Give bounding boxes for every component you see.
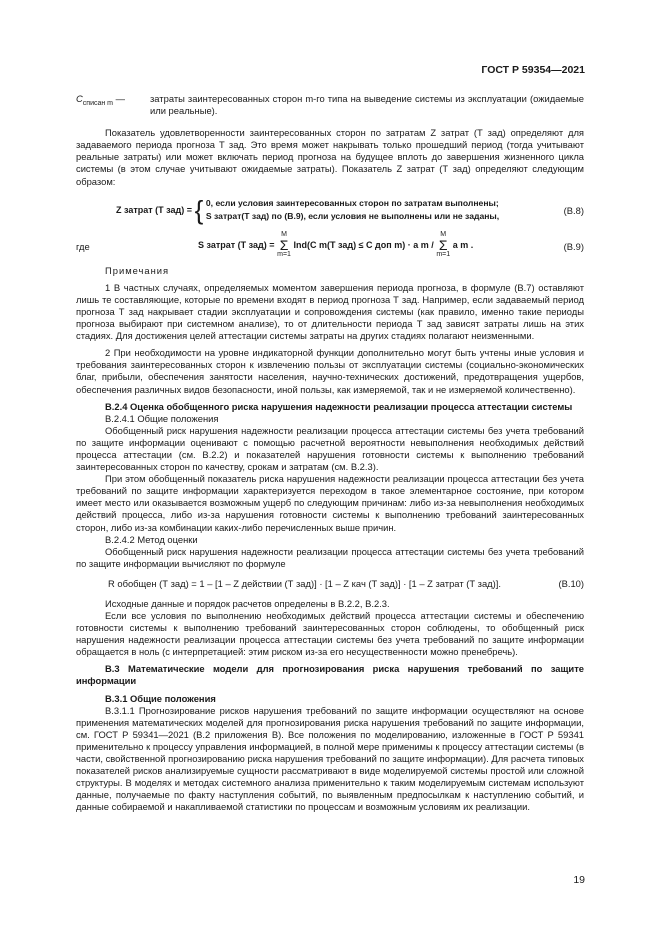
paragraph-b242: Обобщенный риск нарушения надежности реализации процесса аттестации системы без учета требований по защите информации вычисляют по формуле [76,545,584,569]
paragraph-b241-1: Обобщенный риск нарушения надежности реализации процесса аттестации системы без учета требований по защите информации оценивают с помощью расчетной вероятности невыполнения необходимых действий процесса аттестации (см. В.2.2) и показателей нарушения готовности системы к выполнению требований заинтересованных сторон по качеству, срокам и затратам (см. В.2.3). [76,424,584,473]
paragraph-b241-2: При этом обобщенный показатель риска нарушения надежности реализации процесса аттестации без учета требований по защите информации характеризуется переходом в такое элементарное состояние, при котором имеет место или оказывается возможным ущерб по следующим причинам: либо из-за невыполнения необходимых действий процесса, либо из-за нарушения готовности системы к выполнению требований заинтересованных сторон, либо из-за комбинации каких-либо перечисленных выше причин. [76,473,584,533]
definition-text: затраты заинтересованных сторон m-го типа на выведение системы из эксплуатации (ожидаемые или реальные). [150,93,584,117]
paragraph-conditions: Если все условия по выполнению необходимых действий процесса аттестации системы и обеспечению готовности системы к выполнению требований заинтересованных сторон соблюдены, то обобщенный риск нарушения надежности реализации процесса аттестации системы без учета требований по защите информации обращается в ноль (с интерпретацией: этим риском из-за его несущественности можно пренебречь). [76,610,584,658]
formula-number: (В.8) [563,204,584,216]
subsection-title-b31: В.3.1 Общие положения [105,692,216,704]
definition-c-spisan [76,93,584,117]
note-2: 2 При необходимости на уровне индикаторной функции дополнительно могут быть учтены иные условия и требования заинтересованных сторон к извлечению пользы от эксплуатации системы (социально-экономических благ, прибыли, обеспечения занятости населения, научно-технических достижений, предотвращения ущербов, обеспечения различных видов безопасности, иной пользы, как измеряемой, так и не измеряемой количественно). [76,347,584,395]
paragraph-z-indicator: Показатель удовлетворенности заинтересованных сторон по затратам Z затрат (Т зад) определяют для задаваемого периода прогноза Т зад. Это время может накрывать только прошедший период (тогда учитывают реальные затраты) или может включать период прогноза на будущее вплоть до завершения жизненного цикла системы (в этом случае учитывают ожидаемые затраты). Показатель Z затрат (Т зад) определяют следующим образом: [76,127,584,187]
formula-b8: Z затрат (Т зад) = { 0, если условия заинтересованных сторон по затратам выполнены; S затрат(Т зад) по (В.9), если условия не выполнены или не заданы, (В.8) [116,194,584,225]
section-title-b3: В.3 Математические модели для прогнозирования риска нарушения требований по защите информации [76,663,584,687]
formula-b10: R обобщен (Т зад) = 1 – [1 – Z действии (Т зад)] · [1 – Z кач (Т зад)] · [1 – Z затрат (Т зад)]. (В.10) [108,577,584,589]
subsection-title-b241: В.2.4.1 Общие положения [105,412,219,424]
subsection-title-b242: В.2.4.2 Метод оценки [105,533,198,545]
paragraph-b311: В.3.1.1 Прогнозирование рисков нарушения требований по защите информации осуществляют на основе применения математических моделей для прогнозирования риска нарушения требований по защите информации, см. ГОСТ Р 59341—2021 (В.2 приложения В). Все положения по моделированию, изложенные в ГОСТ Р 59341 применительно к процессу управления информацией, в полной мере применимы к процессу аттестации системы (в части, свойственной прогнозированию риска нарушения требований по защите информации). Для расчета типовых показателей рисков анализируемые сущности рассматривают в виде моделируемой системы простой или сложной структуры. В моделях и методах системного анализа применительно к таким моделируемым системам используют данные, получаемые по факту наступления событий, по выявленным предпосылкам к наступлению событий, и данные собираемой и накапливаемой статистики по процессам и возможным условиям их реализации. [76,704,584,813]
paragraph-initial-data: Исходные данные и порядок расчетов определены в В.2.2, В.2.3. [105,597,390,609]
section-title-b24: В.2.4 Оценка обобщенного риска нарушения надежности реализации процесса аттестации системы [105,400,573,412]
formula-number: (В.10) [558,577,584,589]
page-content [76,93,584,814]
formula-b9: где S затрат (Т зад) = M Σ m=1 Ind(C m(Т зад) ≤ C доп m) · a m / M Σ m=1 a m . (В.9) [76,230,584,258]
notes-title: Примечания [105,264,170,276]
page-number: 19 [573,874,585,886]
formula-number: (В.9) [563,240,584,252]
definition-term: $C_{списан m}$ — [76,93,126,107]
document-id: ГОСТ Р 59354—2021 [481,64,585,76]
note-1: 1 В частных случаях, определяемых моментом завершения периода прогноза, в формуле (В.7) оставляют лишь те составляющие, которые по времени входят в период прогноза Т зад. Например, если задаваемый период прогноза Т зад накрывает стадии эксплуатации и сопровождения системы (как правило, именно такие периоды прогноза выбирают при системном анализе), то от длительности периода Т зад зависят затраты лишь на этих стадиях. Для достижения целей аттестации системы затраты на других стадиях полагают неизменными. [76,281,584,342]
